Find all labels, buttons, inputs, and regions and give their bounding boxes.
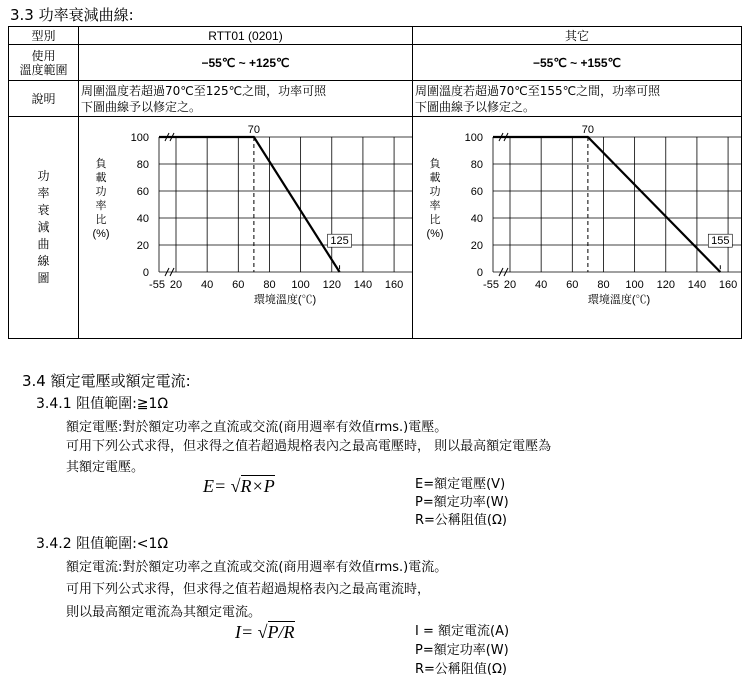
y-axis-label-char: 功	[95, 186, 107, 198]
voltage-formula-radicand: R×P	[240, 476, 275, 496]
y-axis-label-char: 載	[429, 172, 441, 184]
x-tick-label: 160	[384, 279, 404, 291]
end-label: 155	[711, 235, 730, 248]
y-axis-label-char: 率	[95, 200, 107, 212]
s341-line2: 可用下列公式求得，但求得之值若超過規格表內之最高電壓時， 則以最高額定電壓為	[66, 439, 552, 454]
y-tick-label: 100	[464, 132, 483, 144]
other-temp-range: −55℃ ~ +155℃	[532, 55, 621, 70]
x-tick-label: 40	[201, 279, 214, 291]
section-title-power-derating: 3.3 功率衰減曲線:	[10, 6, 134, 24]
other-description-cell	[413, 81, 742, 117]
sqrt-icon: √	[230, 476, 241, 496]
rtt-header: RTT01 (0201)	[208, 28, 283, 43]
knee-label: 70	[247, 124, 261, 136]
x-tick-label: 60	[566, 279, 579, 291]
x-tick-label: 40	[535, 279, 548, 291]
temp-range-label-cell	[9, 45, 79, 81]
temp-range-label-line2: 溫度範圍	[19, 62, 68, 77]
x-tick-label: 160	[718, 279, 738, 291]
y-tick-label: 60	[470, 186, 483, 198]
subsection-title-341: 3.4.1 阻值範圍:≧1Ω	[36, 396, 169, 412]
x-tick-label: 60	[232, 279, 245, 291]
y-axis-label-char: 負	[429, 158, 441, 170]
rtt-temp-range-cell	[79, 45, 413, 81]
y-tick-label: 60	[136, 186, 149, 198]
subsection-title-342: 3.4.2 阻值範圍:<1Ω	[36, 536, 169, 552]
x-tick-label: -55	[483, 279, 499, 291]
legend-e: E=額定電壓(V)	[415, 477, 506, 492]
y-tick-label: 100	[130, 132, 149, 144]
y-axis-label-char: 負	[95, 158, 107, 170]
rtt-derating-chart	[79, 117, 413, 335]
y-axis-label-char: 比	[429, 214, 441, 226]
other-derating-chart	[413, 117, 742, 335]
y-tick-label: 0	[142, 267, 149, 279]
section-title-rated-voltage-current: 3.4 額定電壓或額定電流:	[22, 372, 191, 390]
voltage-formula-lhs: E=	[203, 476, 227, 496]
other-header-cell	[413, 27, 742, 45]
temp-range-label-line1: 使用	[31, 48, 56, 63]
x-tick-label: 20	[503, 279, 517, 291]
s342-line1: 額定電流:對於額定功率之直流或交流(商用週率有效值rms.)電流。	[66, 560, 448, 575]
legend-r: R=公稱阻值(Ω)	[415, 513, 508, 528]
curve-label-char: 衰	[37, 203, 50, 217]
x-axis-label: 環境溫度(℃)	[587, 294, 651, 306]
type-label: 型別	[31, 28, 56, 43]
rtt-header-cell	[79, 27, 413, 45]
description-label: 說明	[31, 91, 56, 106]
curve-label-char: 功	[37, 169, 50, 183]
rtt-description-cell	[79, 81, 413, 117]
sqrt-icon: √	[257, 622, 268, 642]
legend-p: P=額定功率(W)	[415, 495, 509, 510]
y-tick-label: 80	[136, 159, 149, 171]
y-tick-label: 20	[470, 240, 483, 252]
curve-label-char: 曲	[37, 237, 50, 251]
y-axis-label-char: (%)	[92, 228, 110, 240]
other-description-line2: 下圖曲線予以修定之。	[415, 99, 536, 114]
y-tick-label: 0	[476, 267, 483, 279]
knee-label: 70	[581, 124, 595, 136]
curve-label-char: 減	[37, 220, 50, 234]
x-tick-label: -55	[149, 279, 165, 291]
current-formula-radicand: P/R	[267, 622, 295, 642]
y-tick-label: 40	[470, 213, 483, 225]
curve-label-char: 率	[37, 186, 50, 200]
rtt-description-line1: 周圍溫度若超過70℃至125℃之間，功率可照	[81, 83, 327, 98]
s341-line3: 其額定電壓。	[66, 460, 145, 475]
description-label-cell	[9, 81, 79, 117]
legend-p: P=額定功率(W)	[415, 643, 509, 658]
derating-curve	[159, 137, 340, 272]
curve-label-char: 線	[37, 254, 50, 268]
x-tick-label: 80	[263, 279, 276, 291]
x-tick-label: 100	[625, 279, 644, 291]
other-header: 其它	[564, 29, 589, 43]
derating-curve	[493, 137, 720, 272]
rtt-chart-cell	[79, 117, 413, 339]
x-tick-label: 20	[169, 279, 183, 291]
y-axis-label-char: (%)	[426, 228, 444, 240]
current-legend	[415, 622, 509, 679]
y-axis-label-char: 比	[95, 214, 107, 226]
s342-line2: 可用下列公式求得，但求得之值若超過規格表內之最高電流時，	[66, 582, 431, 597]
other-temp-range-cell	[413, 45, 742, 81]
curve-label-char: 圖	[37, 271, 50, 285]
current-formula	[235, 622, 295, 643]
y-axis-label-char: 率	[429, 200, 441, 212]
s342-line3: 則以最高額定電流為其額定電流。	[66, 605, 262, 620]
y-tick-label: 80	[470, 159, 483, 171]
x-tick-label: 140	[687, 279, 707, 291]
y-tick-label: 20	[136, 240, 149, 252]
current-formula-lhs: I=	[235, 622, 254, 642]
x-tick-label: 120	[322, 279, 341, 291]
x-tick-label: 140	[353, 279, 373, 291]
y-axis-label-char: 載	[95, 172, 107, 184]
type-label-cell	[9, 27, 79, 45]
x-tick-label: 120	[656, 279, 675, 291]
voltage-legend	[415, 476, 509, 530]
end-label: 125	[330, 235, 349, 248]
x-axis-label: 環境溫度(℃)	[253, 294, 317, 306]
x-tick-label: 80	[597, 279, 610, 291]
y-tick-label: 40	[136, 213, 149, 225]
legend-r: R=公稱阻值(Ω)	[415, 662, 508, 677]
curve-label-cell	[9, 117, 79, 339]
y-axis-label-char: 功	[429, 186, 441, 198]
voltage-formula	[203, 476, 275, 497]
other-description-line1: 周圍溫度若超過70℃至155℃之間，功率可照	[415, 83, 661, 98]
derating-spec-table	[8, 26, 742, 339]
s341-line1: 額定電壓:對於額定功率之直流或交流(商用週率有效值rms.)電壓。	[66, 420, 448, 435]
legend-i: I = 額定電流(A)	[415, 624, 510, 639]
rtt-description-line2: 下圖曲線予以修定之。	[81, 99, 202, 114]
x-tick-label: 100	[291, 279, 310, 291]
other-chart-cell	[413, 117, 742, 339]
rtt-temp-range: −55℃ ~ +125℃	[201, 55, 290, 70]
